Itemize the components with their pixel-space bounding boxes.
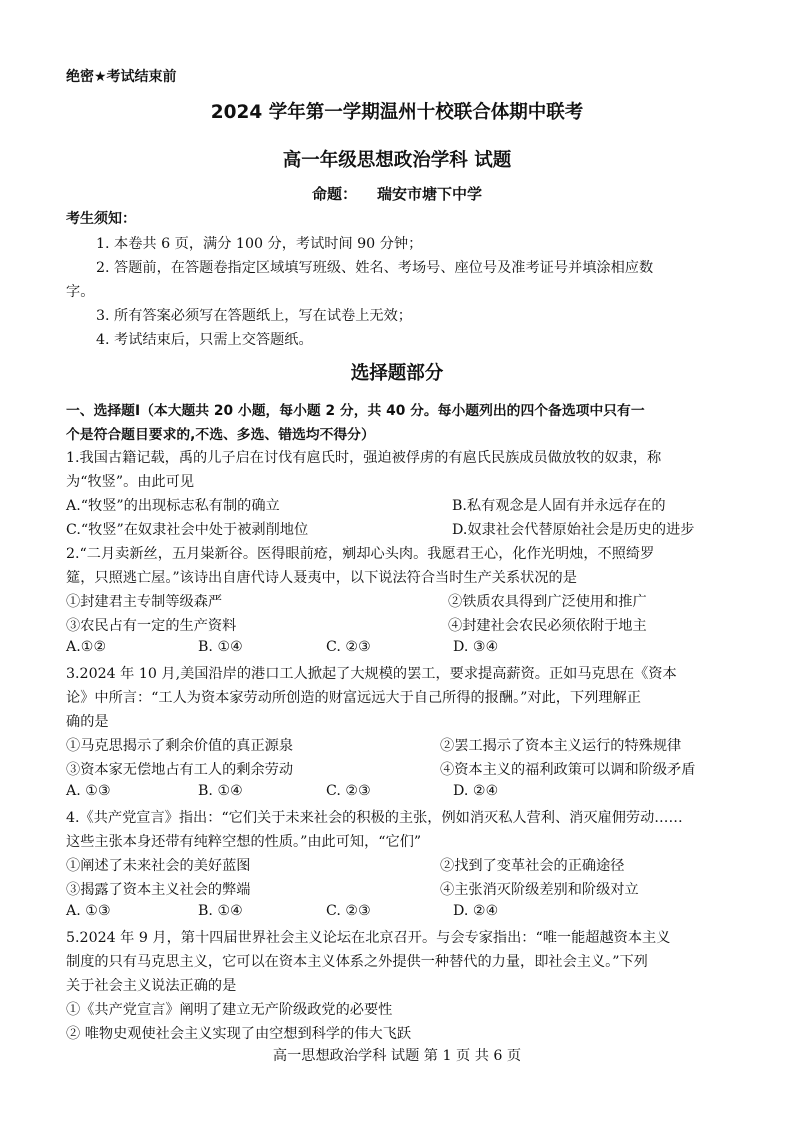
notice-heading: 考生须知： [66,211,136,227]
question-1-option-b: B.私有观念是人固有并永远存在的 [452,498,666,514]
question-4-choice-b: B. ①④ [198,903,243,919]
question-2-statement: ②铁质农具得到广泛使用和推广 [448,594,647,610]
question-1-option-a: A.“牧竖”的出现标志私有制的确立 [66,498,280,514]
question-3-choice-d: D. ②④ [453,783,499,799]
question-2-choice-c: C. ②③ [326,639,371,655]
question-2-choice-a: A.①② [66,639,107,655]
author-line [0,183,794,204]
question-4-stem: 这些主张本身还带有纯粹空想的性质。”由此可知，“它们” [66,834,422,850]
notice-item-continuation: 字。 [66,284,95,300]
notice-item: 2. 答题前，在答题卷指定区域填写班级、姓名、考场号、座位号及准考证号并填涂相应数 [96,260,654,276]
question-4-choice-a: A. ①③ [66,903,111,919]
exam-subtitle: 高一年级思想政治学科 试题 [282,150,512,171]
question-2-statement: ④封建社会农民必须依附于地主 [448,618,647,634]
question-5-statement: ①《共产党宣言》阐明了建立无产阶级政党的必要性 [66,1002,393,1018]
question-1-stem: 为“牧竖”。由此可见 [66,474,195,490]
question-3-statement: ④资本主义的福利政策可以调和阶级矛盾 [440,762,696,778]
question-1-option-d: D.奴隶社会代替原始社会是历史的进步 [452,522,695,538]
question-5-statement: ② 唯物史观使社会主义实现了由空想到科学的伟大飞跃 [66,1026,412,1042]
question-4-statement: ②找到了变革社会的正确途径 [440,858,625,874]
question-3-statement: ③资本家无偿地占有工人的剩余劳动 [66,762,294,778]
question-3-statement: ②罢工揭示了资本主义运行的特殊规律 [440,738,682,754]
question-4-statement: ③揭露了资本主义社会的弊端 [66,882,251,898]
question-4-statement: ④主张消灭阶级差别和阶级对立 [440,882,639,898]
notice-item: 3. 所有答案必须写在答题纸上，写在试卷上无效； [96,308,412,324]
question-2-statement: ①封建君主专制等级森严 [66,594,223,610]
question-3-choice-b: B. ①④ [198,783,243,799]
author-label: 命题： [311,185,357,203]
question-2-stem: 筵，只照逃亡屋。”该诗出自唐代诗人聂夷中，以下说法符合当时生产关系状况的是 [66,570,577,586]
page-footer: 高一思想政治学科 试题 第 1 页 共 6 页 [272,1048,522,1064]
question-2-choice-d: D. ③④ [453,639,499,655]
question-3-stem: 论》中所言：“工人为资本家劳动所创造的财富远远大于自己所得的报酬。”对此，下列理解正 [66,690,641,706]
question-4-choice-d: D. ②④ [453,903,499,919]
part-instructions: 个是符合题目要求的,不选、多选、错选均不得分） [66,427,375,443]
question-1-stem: 1.我国古籍记载，禹的儿子启在讨伐有扈氏时，强迫被俘虏的有扈氏民族成员做放牧的奴隶，称 [66,450,662,466]
part-instructions: 一、选择题Ⅰ（本大题共 20 小题，每小题 2 分，共 40 分。每小题列出的四个备选项中只有一 [66,403,645,419]
question-3-choice-a: A. ①③ [66,783,111,799]
section-title: 选择题部分 [350,363,444,384]
question-2-choice-b: B. ①④ [198,639,243,655]
question-3-stem: 确的是 [66,714,109,730]
question-2-stem: 2.“二月卖新丝，五月粜新谷。医得眼前疮，剜却心头肉。我愿君王心，化作光明烛，不照绮罗 [66,546,655,562]
question-3-statement: ①马克思揭示了剩余价值的真正源泉 [66,738,294,754]
question-4-choice-c: C. ②③ [326,903,371,919]
author-value: 瑞安市塘下中学 [377,185,483,203]
notice-item: 4. 考试结束后，只需上交答题纸。 [96,332,313,348]
question-3-stem: 3.2024 年 10 月,美国沿岸的港口工人掀起了大规模的罢工，要求提高薪资。正如马克思在《资本 [66,666,677,682]
question-4-stem: 4.《共产党宣言》指出：“它们关于未来社会的积极的主张，例如消灭私人营利、消灭雇佣劳动…… [66,810,683,826]
confidential-mark: 绝密★考试结束前 [66,69,177,85]
question-1-option-c: C.“牧竖”在奴隶社会中处于被剥削地位 [66,522,309,538]
question-5-stem: 5.2024 年 9 月，第十四届世界社会主义论坛在北京召开。与会专家指出：“唯一能超越资本主义 [66,930,671,946]
question-2-statement: ③农民占有一定的生产资料 [66,618,237,634]
exam-title: 2024 学年第一学期温州十校联合体期中联考 [210,102,584,123]
question-4-statement: ①阐述了未来社会的美好蓝图 [66,858,251,874]
notice-item: 1. 本卷共 6 页，满分 100 分，考试时间 90 分钟； [96,236,423,252]
question-5-stem: 制度的只有马克思主义，它可以在资本主义体系之外提供一种替代的力量，即社会主义。”下列 [66,954,648,970]
question-5-stem: 关于社会主义说法正确的是 [66,978,237,994]
question-3-choice-c: C. ②③ [326,783,371,799]
